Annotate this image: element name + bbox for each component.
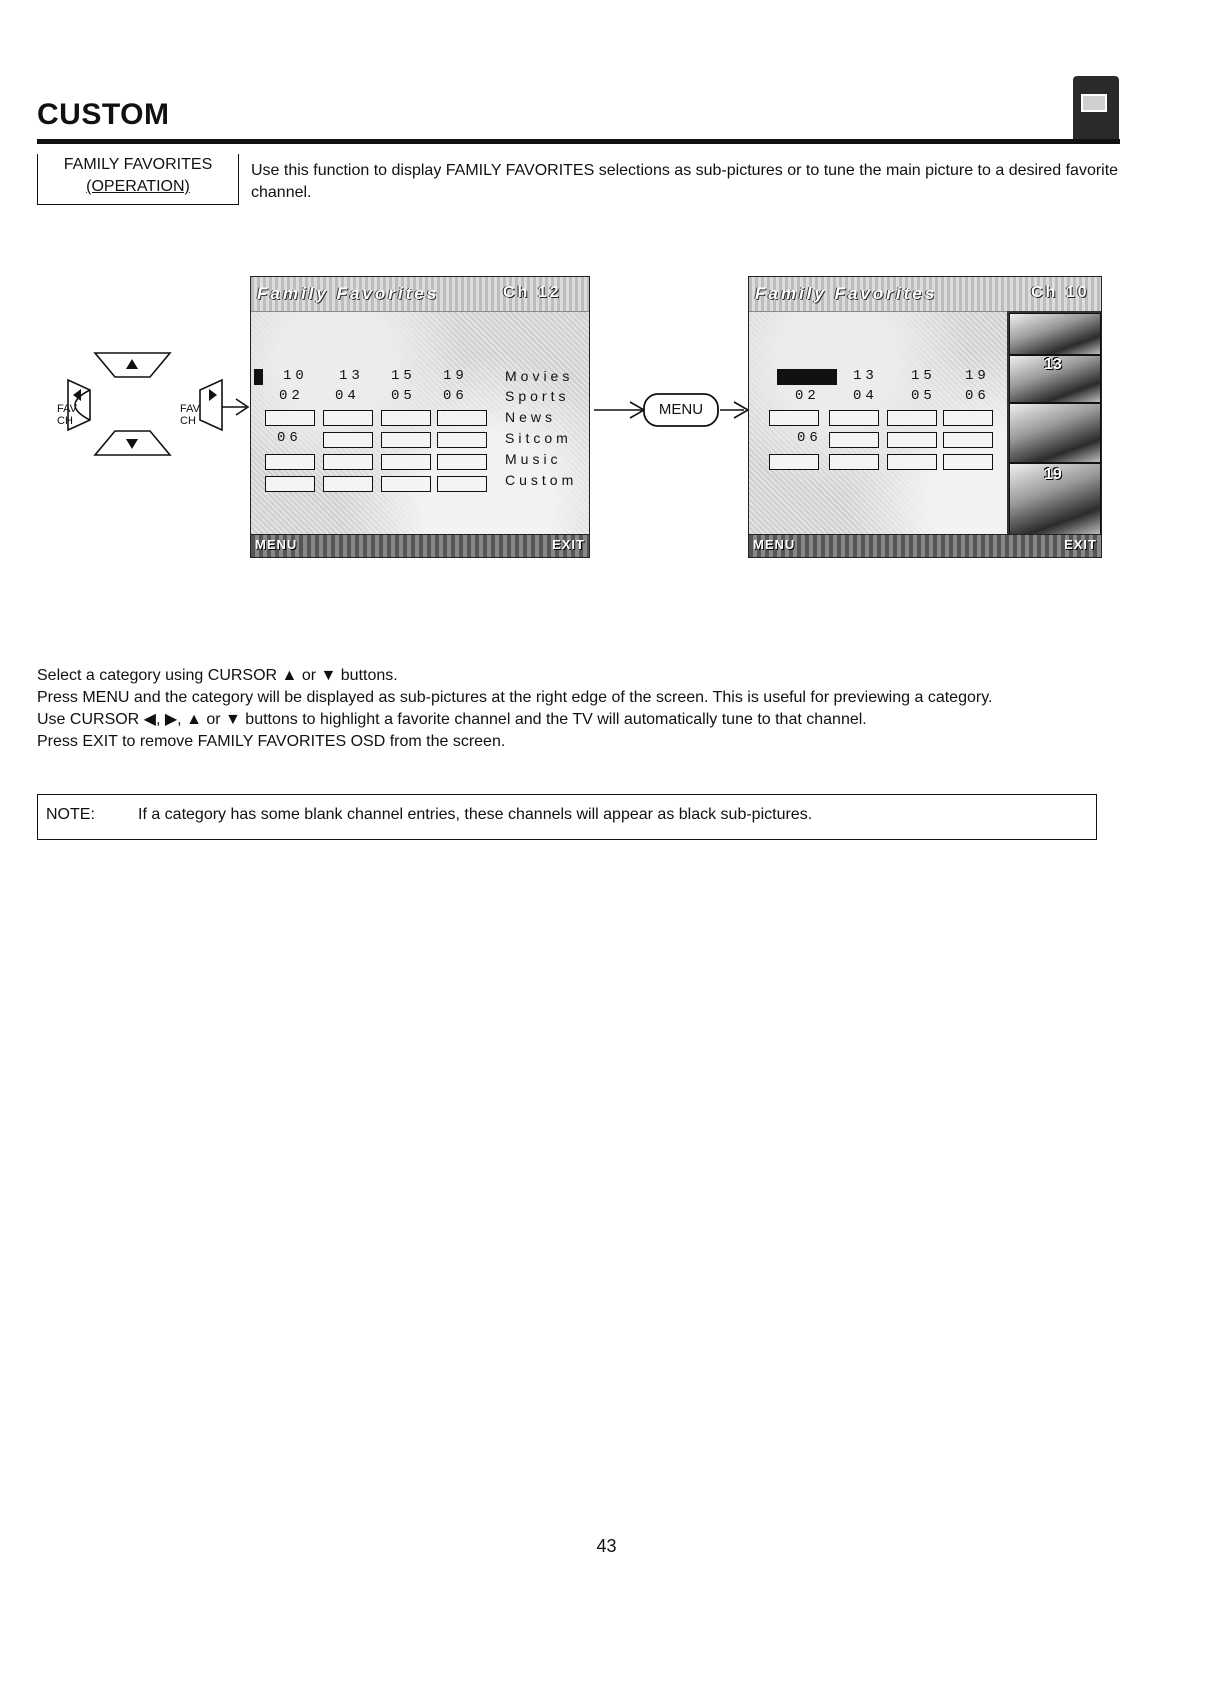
category-news: News — [505, 409, 557, 425]
channel-entry: 15 — [391, 368, 416, 384]
selection-cursor-icon — [254, 369, 263, 385]
blank-slot — [437, 454, 487, 470]
channel-entry: 06 — [965, 388, 990, 404]
channel-entry: 02 — [279, 388, 304, 404]
blank-slot — [943, 432, 993, 448]
category-custom: Custom — [505, 472, 578, 488]
tv-icon — [1073, 76, 1119, 140]
blank-slot — [381, 454, 431, 470]
sub-picture — [1009, 313, 1101, 355]
blank-slot — [323, 410, 373, 426]
blank-slot — [381, 476, 431, 492]
blank-slot — [323, 476, 373, 492]
screen2-title: Family Favorites — [755, 284, 938, 303]
blank-slot — [265, 476, 315, 492]
highlighted-entry — [777, 369, 837, 385]
channel-entry: 19 — [443, 368, 468, 384]
screen1-channel: Ch 12 — [503, 284, 562, 301]
channel-entry: 06 — [797, 430, 822, 446]
menu-hint: MENU — [255, 537, 298, 552]
channel-entry: 15 — [911, 368, 936, 384]
osd-screen-1 — [250, 276, 590, 558]
menu-hint: MENU — [753, 537, 796, 552]
screen2-channel: Ch 10 — [1031, 284, 1090, 301]
cursor-up-icon — [126, 359, 138, 369]
screen2-title-bar — [749, 277, 1101, 312]
blank-slot — [323, 454, 373, 470]
blank-slot — [769, 410, 819, 426]
section-tag — [37, 154, 239, 205]
menu-button-label: MENU — [658, 401, 704, 418]
category-movies: Movies — [505, 368, 574, 384]
blank-slot — [323, 432, 373, 448]
screen1-title: Family Favorites — [257, 284, 440, 303]
note-box — [37, 794, 1097, 840]
category-music: Music — [505, 451, 562, 467]
instructions — [37, 665, 1177, 753]
blank-slot — [265, 410, 315, 426]
screen1-title-bar — [251, 277, 589, 312]
blank-slot — [829, 410, 879, 426]
blank-slot — [437, 432, 487, 448]
blank-slot — [437, 476, 487, 492]
fav-right-icon — [209, 389, 217, 401]
instruction-line: Press MENU and the category will be displayed as sub-pictures at the right edge of the screen. This is useful for previewing a category. — [37, 689, 993, 706]
channel-entry: 04 — [853, 388, 878, 404]
remote-cursor-pad — [50, 335, 250, 475]
channel-entry: 06 — [277, 430, 302, 446]
blank-slot — [943, 454, 993, 470]
blank-slot — [381, 432, 431, 448]
channel-entry: 05 — [391, 388, 416, 404]
channel-entry: 04 — [335, 388, 360, 404]
channel-entry: 05 — [911, 388, 936, 404]
screen1-help-bar — [251, 534, 589, 557]
screen2-help-bar — [749, 534, 1101, 557]
channel-entry: 02 — [795, 388, 820, 404]
section-tag-line1: FAMILY FAVORITES — [63, 156, 213, 173]
exit-hint: EXIT — [1064, 537, 1097, 552]
sub-picture — [1009, 403, 1101, 463]
blank-slot — [887, 432, 937, 448]
instruction-line: Select a category using CURSOR ▲ or ▼ buttons. — [37, 667, 398, 684]
page-number: 43 — [596, 1536, 617, 1556]
instruction-line: Press EXIT to remove FAMILY FAVORITES OSD from the screen. — [37, 733, 506, 750]
blank-slot — [265, 454, 315, 470]
blank-slot — [381, 410, 431, 426]
fav-ch-left-label: FAV CH — [57, 403, 77, 427]
section-tag-line2: (OPERATION) — [86, 178, 190, 195]
osd-screen-2 — [748, 276, 1102, 558]
intro-text: Use this function to display FAMILY FAVORITES selections as sub-pictures or to tune the main picture to a desired favorite channel. — [251, 162, 1119, 201]
blank-slot — [829, 454, 879, 470]
blank-slot — [887, 454, 937, 470]
sub-picture-channel: 19 — [1044, 466, 1062, 483]
blank-slot — [769, 454, 819, 470]
note-text: If a category has some blank channel entries, these channels will appear as black sub-pictures. — [138, 806, 813, 823]
channel-entry: 10 — [283, 368, 308, 384]
exit-hint: EXIT — [552, 537, 585, 552]
channel-entry: 06 — [443, 388, 468, 404]
sub-picture — [1009, 463, 1101, 535]
channel-entry: 13 — [853, 368, 878, 384]
blank-slot — [887, 410, 937, 426]
channel-entry: 19 — [965, 368, 990, 384]
sub-picture — [1009, 355, 1101, 403]
header-rule — [37, 139, 1120, 144]
cursor-down-icon — [126, 439, 138, 449]
category-sitcom: Sitcom — [505, 430, 572, 446]
instruction-line: Use CURSOR ◀, ▶, ▲ or ▼ buttons to highlight a favorite channel and the TV will automatically tune to that channel. — [37, 711, 867, 728]
blank-slot — [943, 410, 993, 426]
blank-slot — [437, 410, 487, 426]
channel-entry: 13 — [339, 368, 364, 384]
blank-slot — [829, 432, 879, 448]
section-title: CUSTOM — [37, 98, 170, 131]
sub-picture-channel: 13 — [1044, 356, 1062, 373]
category-sports: Sports — [505, 388, 570, 404]
note-label: NOTE: — [46, 806, 95, 823]
fav-ch-right-label: FAV CH — [180, 403, 200, 427]
